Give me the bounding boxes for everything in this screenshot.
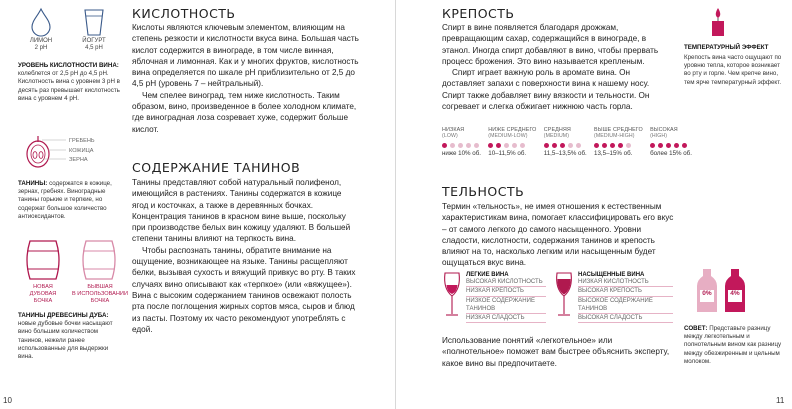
strength-heading: КРЕПОСТЬ: [442, 6, 515, 21]
grape-section-icon: [24, 136, 68, 170]
light-wine-glass-icon: [442, 271, 462, 319]
strength-level-percent: 13,5–15% об.: [594, 149, 633, 157]
acidity-level-text: колеблется от 2,5 pH до 4,5 pH. Кислотность вина с уровнем 3 pH в десять раз превышает кислотность вина с уровнем 4 pH.: [18, 70, 120, 102]
strength-dot: [666, 143, 671, 148]
strength-dot: [618, 143, 623, 148]
skim-milk-label: 0%: [702, 290, 712, 297]
strength-dots: [594, 143, 643, 148]
lemon-drop-icon: [29, 7, 53, 37]
strength-level-label: НИЗКАЯ: [442, 127, 465, 133]
tip-text: Представьте разницу между легкотельным и полнотельным вином как разницу между обезжиренным и цельным молоком.: [684, 325, 782, 365]
candle-icon: [706, 6, 730, 38]
acidity-paragraph-2: Чем спелее виноград, тем ниже кислотность. Таким образом, вино, произведенное в более холодном климате, где виноградная лоза созревает хуже, содержит больше кислот.: [132, 90, 357, 134]
strength-dot: [658, 143, 663, 148]
used-barrel-icon: [80, 239, 118, 281]
strength-body: [442, 22, 674, 112]
strength-dots: [488, 143, 536, 148]
light-wines-item: НИЗКАЯ СЛАДОСТЬ: [466, 314, 546, 323]
strength-dot: [458, 143, 463, 148]
new-barrel-label: НОВАЯ ДУБОВАЯ БОЧКА: [29, 284, 57, 304]
strength-dot: [682, 143, 687, 148]
light-wines-block: [466, 272, 546, 323]
yogurt-label: ЙОГУРТ 4,5 pH: [82, 38, 106, 51]
full-wines-block: [578, 272, 673, 323]
lemon-label: ЛИМОН 2 pH: [29, 38, 53, 51]
strength-dot: [474, 143, 479, 148]
acidity-level-title: УРОВЕНЬ КИСЛОТНОСТИ ВИНА:: [18, 62, 119, 69]
strength-dot: [576, 143, 581, 148]
light-wines-item: НИЗКАЯ КРЕПОСТЬ: [466, 287, 546, 296]
full-wines-item: ВЫСОКАЯ КРЕПОСТЬ: [578, 287, 673, 296]
strength-level-sub: (LOW): [442, 133, 458, 140]
used-barrel-label: БЫВШАЯ В ИСПОЛЬЗОВАНИИ БОЧКА: [72, 284, 128, 304]
strength-dot: [610, 143, 615, 148]
full-wines-item: НИЗКАЯ КИСЛОТНОСТЬ: [578, 278, 673, 287]
acidity-level-note: [18, 62, 124, 103]
strength-dot: [568, 143, 573, 148]
strength-dot: [504, 143, 509, 148]
strength-level-2: [488, 127, 536, 157]
light-wines-title: ЛЕГКИЕ ВИНА: [466, 272, 509, 278]
strength-dot: [650, 143, 655, 148]
strength-level-sub: (HIGH): [650, 133, 668, 140]
strength-level-4: [594, 127, 643, 157]
strength-dot: [512, 143, 517, 148]
temperature-effect-title: ТЕМПЕРАТУРНЫЙ ЭФФЕКТ: [684, 44, 769, 51]
strength-level-percent: ниже 10% об.: [442, 149, 481, 157]
page-number-right: 11: [776, 396, 785, 405]
strength-dots: [442, 143, 481, 148]
strength-level-sub: (MEDIUM): [543, 133, 570, 140]
tip-title: СОВЕТ:: [684, 325, 708, 332]
body-paragraph-2: Использование понятий «легкотельное» или «полнотельное» поможет вам быстрее объяснить эксперту, какое вино вы предпочитаете.: [442, 336, 670, 368]
strength-dot: [560, 143, 565, 148]
full-wines-title: НАСЫЩЕННЫЕ ВИНА: [578, 272, 645, 278]
strength-paragraph-2: Спирт играет важную роль в аромате вина. Он доставляет запахи с поверхности вина к нашему носу. Спирт также добавляет вину вязкости и тельности. Он согревает и слегка обжигает нижнюю часть горла.: [442, 68, 650, 112]
light-wines-item: ВЫСОКАЯ КИСЛОТНОСТЬ: [466, 278, 546, 287]
strength-level-label: НИЖЕ СРЕДНЕГО: [488, 127, 537, 133]
strength-paragraph-1: Спирт в вине появляется благодаря дрожжам, превращающим сахар, содержащийся в винограде, в этанол. Иногда спирт добавляют в вино, чтобы прервать процесс брожения. Это вино называется крепленым.: [442, 23, 659, 66]
tannin-note-text: содержатся в кожице, зернах, гребнях. Виноградные танины горькие и терпкие, но содержат большое количество антиоксидантов.: [18, 180, 112, 220]
strength-level-label: ВЫШЕ СРЕДНЕГО: [594, 127, 643, 133]
whole-milk-label: 4%: [730, 290, 740, 297]
strength-dot: [674, 143, 679, 148]
strength-dots: [650, 143, 692, 148]
strength-dot: [520, 143, 525, 148]
tannin-note: [18, 180, 124, 221]
strength-level-label: СРЕДНЯЯ: [543, 127, 571, 133]
tannins-paragraph-1: Танины представляют собой натуральный полифенол, имеющийся в растениях. Танины содержатся в кожице ягод и косточках, а также в деревянных бочках. Концентрация танинов в красном вине выше, поскольку при производстве белых вин кожицу удаляют. В большей степени танины влияют на терпкость вина.: [132, 178, 351, 244]
strength-dot: [626, 143, 631, 148]
strength-dot: [602, 143, 607, 148]
oak-tannin-note: [18, 312, 124, 361]
strength-dots: [544, 143, 587, 148]
tip-note: [684, 325, 784, 366]
strength-level-percent: 11,5–13,5% об.: [543, 149, 587, 157]
grape-labels: ГРЕБЕНЬ КОЖИЦА ЗЕРНА: [69, 138, 95, 163]
body-paragraph-1: Термин «тельность», не имея отношения к естественным характеристикам вина, помогает классифицировать его вкус – от самого легкого до самого насыщенного. Уровни сладости, кислотности, содержания танинов и крепость влияют на то, насколько легким или насыщенным будет ощущаться вкус вина.: [442, 202, 674, 268]
strength-dot: [496, 143, 501, 148]
acidity-body: [132, 22, 360, 135]
strength-level-percent: более 15% об.: [650, 149, 692, 157]
strength-dot: [594, 143, 599, 148]
full-wines-list: [578, 278, 673, 323]
strength-level-percent: 10–11,5% об.: [488, 149, 527, 157]
strength-dot: [442, 143, 447, 148]
strength-scale: [442, 127, 692, 157]
new-barrel-icon: [24, 239, 62, 281]
tannins-paragraph-2: Чтобы распознать танины, обратите внимание на ощущение, возникающее на языке. Танины расщепляют белки, вызывая сухость и вяжущий привкус во рту. В таких случаях вино описывают как «терпкое» (или «вяжущее»). Вина с высоким содержанием танинов освежают полость рта после поглощения жирных сортов мяса, сыров и блюд из пасты. Поэтому их часто рекомендуют употреблять с едой.: [132, 245, 356, 334]
page-number-left: 10: [3, 396, 12, 405]
temperature-effect-text: Крепость вина часто ощущают по уровню тепла, которое возникает во рту и горле. Чем крепче вино, тем ярче температурный эффект.: [684, 54, 782, 86]
light-wines-item: НИЗКОЕ СОДЕРЖАНИЕ ТАНИНОВ: [466, 297, 546, 315]
light-wines-list: [466, 278, 546, 323]
strength-level-3: [544, 127, 587, 157]
strength-level-sub: (MEDIUM-HIGH): [594, 133, 635, 140]
yogurt-cup-icon: [82, 7, 106, 37]
right-page: [396, 0, 792, 409]
acidity-heading: КИСЛОТНОСТЬ: [132, 6, 236, 21]
tannins-heading: СОДЕРЖАНИЕ ТАНИНОВ: [132, 160, 301, 175]
strength-level-label: ВЫСОКАЯ: [650, 127, 678, 133]
acidity-paragraph-1: Кислоты являются ключевым элементом, влияющим на степень резкости и кислотности вкуса вина. Большая часть кислот содержится в винограде, в том числе винная, яблочная и лимонная. Как и у многих фруктов, кислотность вина определяется по шкале pH приблизительно от 2,5 до 4,5 pH (уровень 7 – нейтральный).: [132, 23, 359, 89]
strength-dot: [466, 143, 471, 148]
full-wines-item: ВЫСОКОЕ СОДЕРЖАНИЕ ТАНИНОВ: [578, 297, 673, 315]
full-wine-glass-icon: [554, 271, 574, 319]
full-wines-item: ВЫСОКАЯ СЛАДОСТЬ: [578, 314, 673, 323]
tannins-body: [132, 177, 360, 335]
strength-level-sub: (MEDIUM-LOW): [488, 133, 528, 140]
strength-dot: [544, 143, 549, 148]
tannin-note-title: ТАНИНЫ:: [18, 180, 48, 187]
oak-tannin-title: ТАНИНЫ ДРЕВЕСИНЫ ДУБА:: [18, 312, 109, 319]
oak-tannin-text: новые дубовые бочки насыщают вино большим количеством танинов, нежели ранее использованные для выдержки вина.: [18, 320, 113, 361]
body-heading: ТЕЛЬНОСТЬ: [442, 184, 525, 199]
strength-level-1: [442, 127, 481, 157]
strength-level-5: [650, 127, 692, 157]
strength-dot: [552, 143, 557, 148]
strength-dot: [488, 143, 493, 148]
strength-dot: [450, 143, 455, 148]
